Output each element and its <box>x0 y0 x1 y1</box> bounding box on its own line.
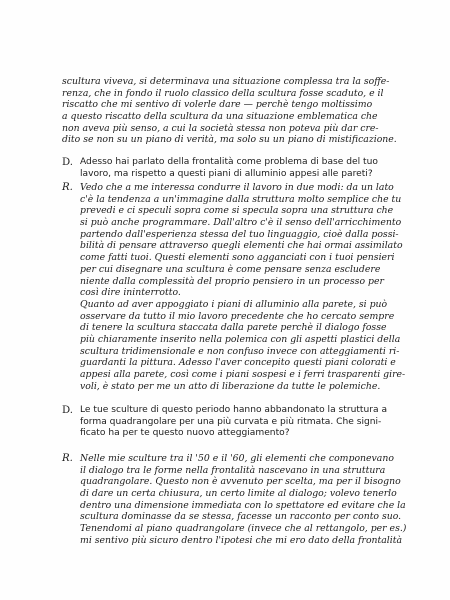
text-line: così dire ininterrotto. <box>80 287 181 299</box>
text-line: dito se non su un piano di verità, ma solo su un piano di mistificazione. <box>62 134 397 146</box>
text-line: guardanti la pittura. Adesso l'aver concepito questi piani colorati e <box>80 357 396 369</box>
text-line: forma quadrangolare per una più curvata e più ritmata. Che signi- <box>80 416 382 427</box>
text-line: per cui disegnare una scultura è come pensare senza escludere <box>80 263 381 275</box>
text-line: Adesso hai parlato della frontalità come problema di base del tuo <box>80 157 378 167</box>
text-line: non aveva più senso, a cui la società stessa non poteva più dar cre- <box>62 122 379 134</box>
text-line: dentro una dimensione immediata con lo spettatore ed evitare che la <box>80 499 406 511</box>
text-line: di dare un certa chiusura, un certo limite al dialogo; volevo tenerlo <box>80 488 397 500</box>
text-line: si può anche programmare. Dall'altro c'è il senso dell'arricchimento <box>80 217 402 229</box>
question-marker: D. <box>62 157 74 168</box>
text-line: mi sentivo più sicuro dentro l'ipotesi che mi ero dato della frontalità <box>80 534 403 546</box>
answer-1 <box>62 182 407 392</box>
question-1 <box>62 157 407 180</box>
text-line: voli, è stato per me un atto di liberazione da tutte le polemiche. <box>80 380 381 392</box>
text-line: osservare da tutto il mio lavoro precedente che ho cercato sempre <box>80 310 395 322</box>
text-line: scultura viveva, si determinava una situazione complessa tra la soffe- <box>62 76 390 87</box>
text-line: appesi alla parete, così come i piani sospesi e i ferri trasparenti gire- <box>80 369 406 380</box>
text-line: partendo dall'esperienza stessa del tuo linguaggio, cioè dalla possi- <box>80 228 399 240</box>
text-line: come fatti tuoi. Questi elementi sono agganciati con i tuoi pensieri <box>80 252 395 264</box>
text-line: Nelle mie sculture tra il '50 e il '60, gli elementi che componevano <box>80 453 394 464</box>
text-line: quadrangolare. Questo non è avvenuto per scelta, ma per il bisogno <box>80 476 401 488</box>
answer-marker: R. <box>62 453 73 464</box>
text-line: a questo riscatto della scultura da una situazione emblematica che <box>62 111 378 123</box>
question-2 <box>62 405 407 440</box>
text-line: niente dalla complessità del proprio pensiero in un processo per <box>80 275 384 287</box>
text-line: Quanto ad aver appoggiato i piani di alluminio alla parete, si può <box>80 298 388 310</box>
answer-continuation <box>62 76 407 146</box>
question-marker: D. <box>62 405 74 416</box>
text-line: il dialogo tra le forme nella frontalità nascevano in una struttura <box>80 464 386 476</box>
text-line: più chiaramente inserito nella polemica con gli aspetti plastici della <box>80 333 401 345</box>
text-line: Vedo che a me interessa condurre il lavoro in due modi: da un lato <box>80 182 394 193</box>
answer-marker: R. <box>62 182 73 193</box>
text-line: prevedi e ci speculi sopra come si specula sopra una struttura che <box>80 205 394 217</box>
text-line: ficato ha per te questo nuovo atteggiamento? <box>80 428 290 439</box>
text-line: bilità di pensare attraverso quegli elementi che hai ormai assimilato <box>80 240 403 252</box>
text-line: Tenendomi al piano quadrangolare (invece che al rettangolo, per es.) <box>80 523 407 535</box>
text-line: c'è la tendenza a un'immagine dalla struttura molto semplice che tu <box>80 193 402 205</box>
text-line: lavoro, ma rispetto a questi piani di alluminio appesi alle pareti? <box>80 168 373 179</box>
answer-2 <box>62 453 407 547</box>
text-line: scultura tridimensionale e non confuso invece con atteggiamenti ri- <box>80 345 400 357</box>
text-line: renza, che in fondo il ruolo classico della scultura fosse scaduto, e il <box>62 87 384 99</box>
text-line: riscatto che mi sentivo di volerle dare — perchè tengo moltissimo <box>62 99 373 111</box>
text-line: di tenere la scultura staccata dalla parete perchè il dialogo fosse <box>80 322 387 334</box>
text-line: Le tue sculture di questo periodo hanno abbandonato la struttura a <box>80 405 388 415</box>
text-line: scultura dominasse da se stessa, facesse un racconto per conto suo. <box>80 511 402 523</box>
